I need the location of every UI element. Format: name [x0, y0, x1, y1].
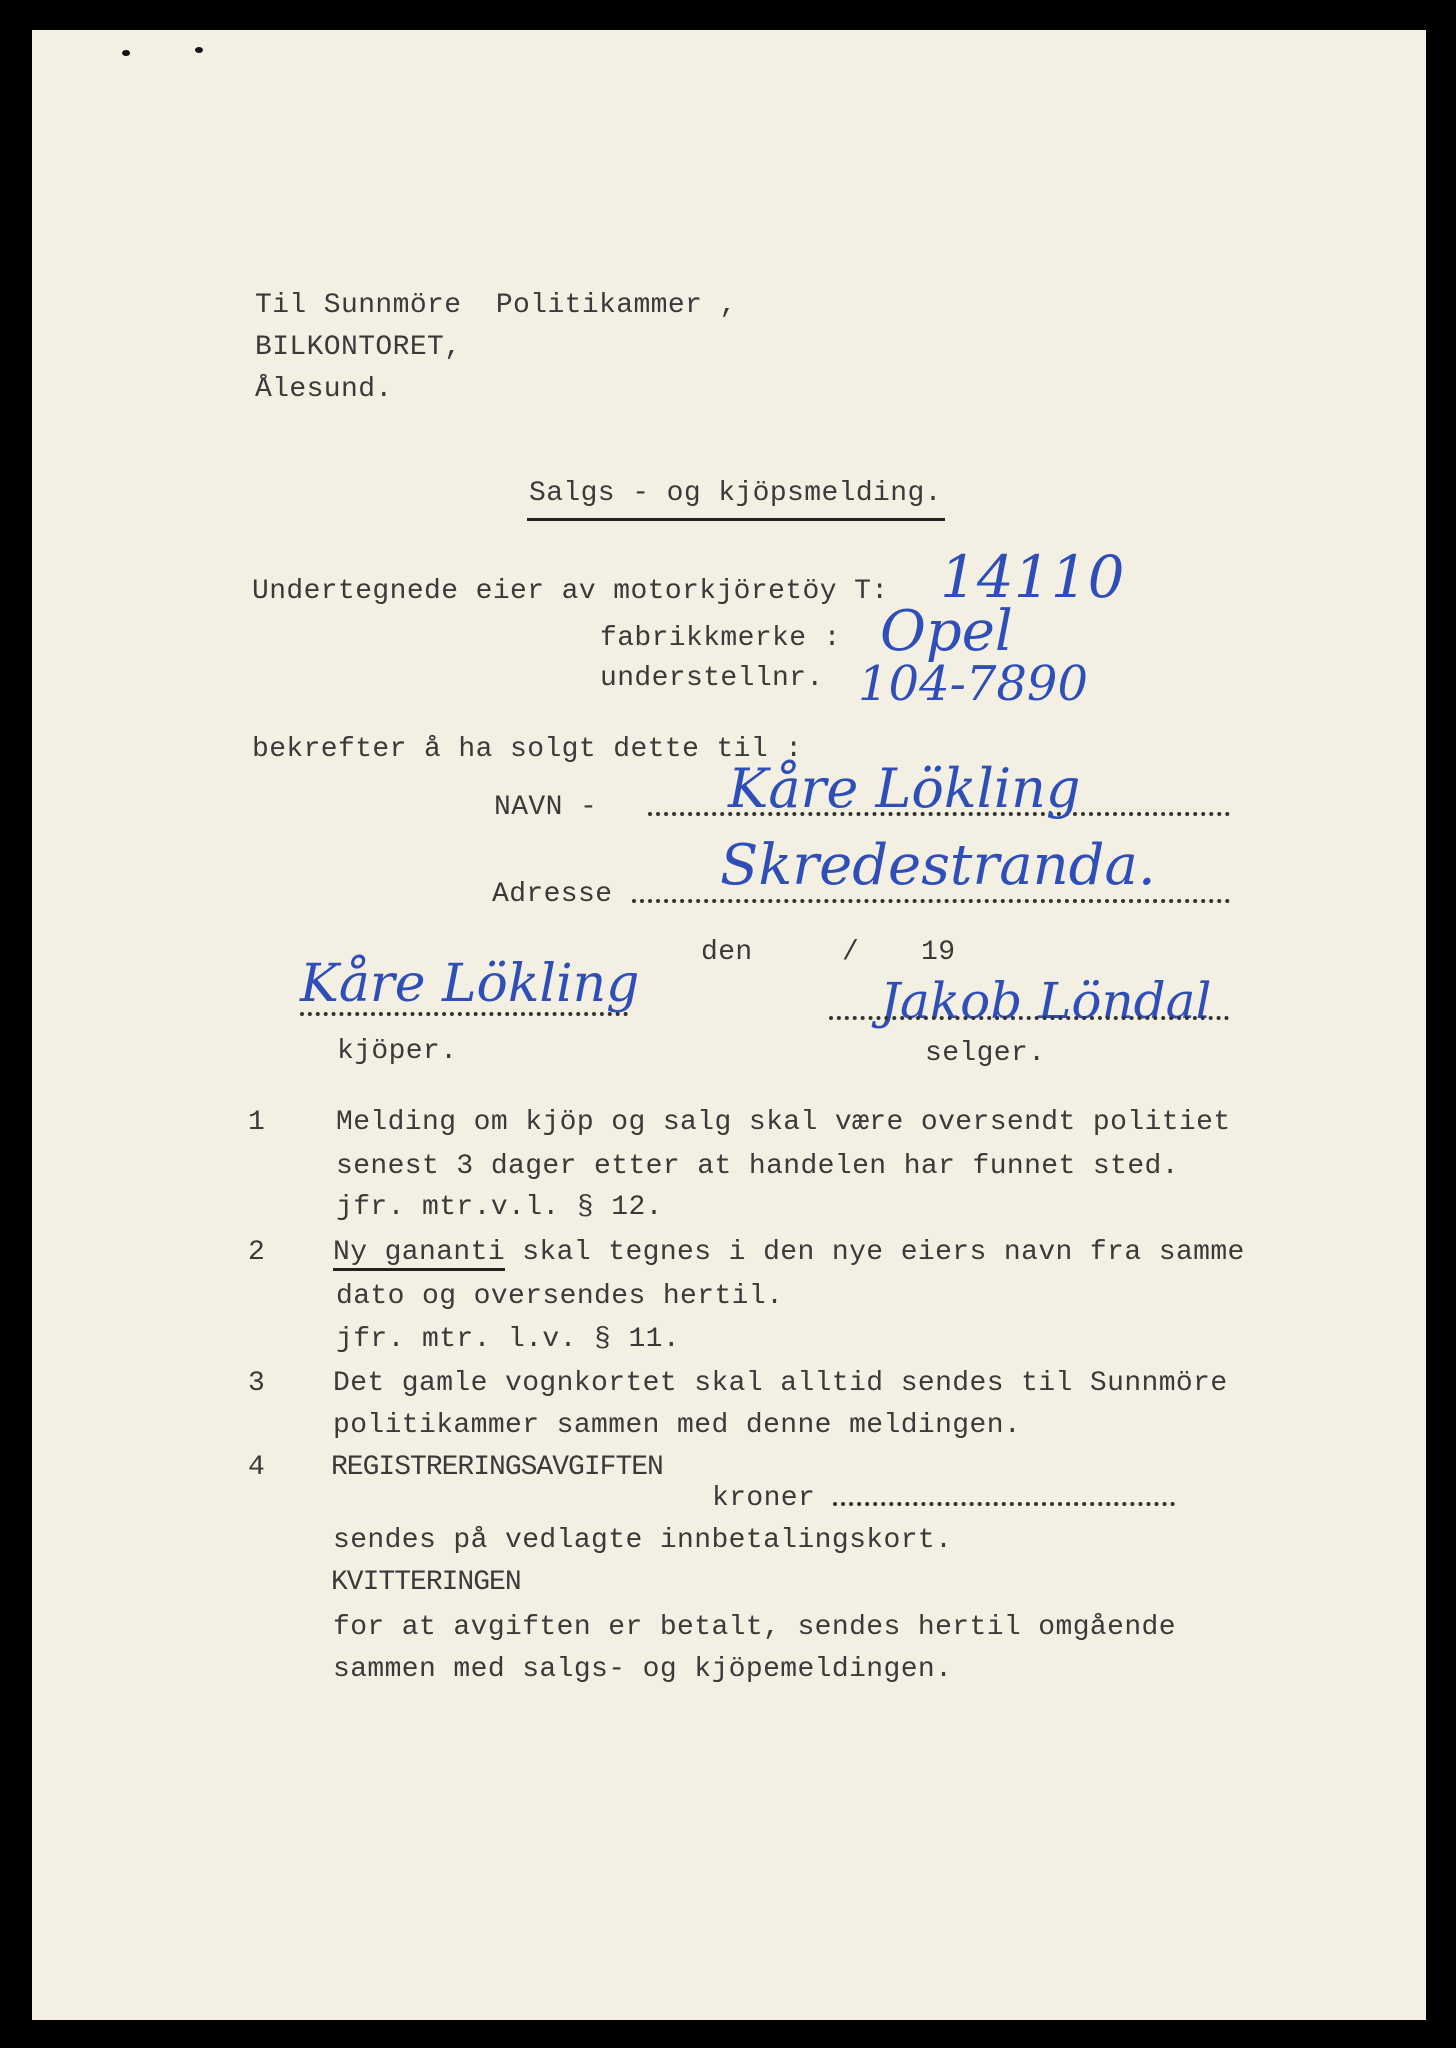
confirm-label: bekrefter å ha solgt dette til : — [252, 734, 803, 765]
underlined-term: Ny gananti — [333, 1237, 505, 1271]
note-number: 4 — [248, 1452, 266, 1483]
chassis-value: 104-7890 — [858, 656, 1088, 712]
address-field-line — [632, 899, 1230, 903]
note-line: sammen med salgs- og kjöpemeldingen. — [333, 1654, 953, 1685]
recipient-line-3: Ålesund. — [255, 374, 393, 405]
note-text: skal tegnes i den nye eiers navn fra samme — [505, 1237, 1245, 1268]
address-label: Adresse — [492, 879, 613, 910]
note-line: dato og oversendes hertil. — [336, 1281, 784, 1312]
note-number: 2 — [248, 1237, 266, 1268]
note-line: Det gamle vognkortet skal alltid sendes til Sunnmöre — [333, 1368, 1228, 1399]
title-underline — [527, 518, 945, 521]
recipient-line-2: BILKONTORET, — [255, 332, 462, 363]
note-line: senest 3 dager etter at handelen har funnet sted. — [336, 1151, 1179, 1182]
note-line: for at avgiften er betalt, sendes hertil omgående — [333, 1612, 1176, 1643]
seller-signature-line — [829, 1016, 1229, 1020]
note-line — [333, 1239, 1245, 1267]
note-line: jfr. mtr.v.l. § 12. — [336, 1192, 663, 1223]
chassis-label: understellnr. — [600, 663, 824, 694]
note-number: 1 — [248, 1107, 266, 1138]
seller-label: selger. — [925, 1038, 1046, 1069]
buyer-label: kjöper. — [337, 1036, 458, 1067]
document-page — [32, 30, 1426, 2020]
buyer-signature: Kåre Lökling — [300, 954, 640, 1014]
note-line: Melding om kjöp og salg skal være oversendt politiet — [336, 1107, 1231, 1138]
buyer-address: Skredestranda. — [720, 833, 1156, 898]
ink-spot — [122, 50, 130, 56]
document-title: Salgs - og kjöpsmelding. — [529, 478, 942, 509]
year-prefix: 19 — [921, 937, 956, 968]
note-line: politikammer sammen med denne meldingen. — [333, 1410, 1022, 1441]
fee-label: kroner — [712, 1483, 816, 1514]
reg-number: 14110 — [940, 543, 1125, 611]
note-line: REGISTRERINGSAVGIFTEN — [331, 1452, 663, 1483]
note-line: sendes på vedlagte innbetalingskort. — [333, 1525, 953, 1556]
recipient-line-1: Til Sunnmöre Politikammer , — [255, 290, 737, 321]
note-line: KVITTERINGEN — [331, 1567, 521, 1598]
owner-label: Undertegnede eier av motorkjöretöy T: — [252, 576, 889, 607]
ink-spot — [195, 47, 203, 53]
seller-signature: Jakob Löndal — [880, 972, 1212, 1030]
make-label: fabrikkmerke : — [600, 623, 841, 654]
date-label: den — [701, 937, 753, 968]
note-line: jfr. mtr. l.v. § 11. — [336, 1324, 681, 1355]
note-number: 3 — [248, 1368, 266, 1399]
buyer-name: Kåre Lökling — [728, 757, 1081, 820]
buyer-signature-line — [300, 1012, 628, 1016]
name-label: NAVN - — [494, 792, 598, 823]
date-separator: / — [842, 937, 860, 968]
make-value: Opel — [880, 599, 1013, 664]
fee-amount-line — [833, 1502, 1175, 1506]
